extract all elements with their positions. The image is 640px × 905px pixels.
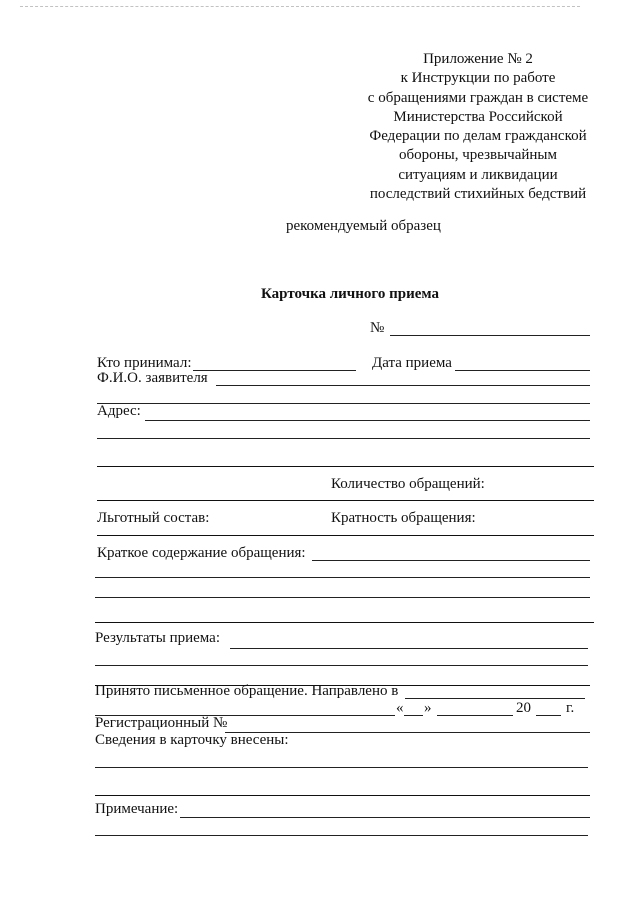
annex-line: обороны, чрезвычайным	[398, 147, 558, 164]
results-label: Результаты приема:	[95, 630, 221, 646]
summary-section-divider	[95, 622, 594, 623]
address-section-divider	[97, 466, 594, 467]
written-accepted-label: Принято письменное обращение. Направлено в	[95, 683, 399, 699]
date-close-quote: »	[424, 700, 432, 716]
received-by-field-line[interactable]	[193, 370, 356, 371]
card-entered-field-line[interactable]	[95, 767, 588, 768]
card-entered-section-divider	[95, 795, 590, 796]
results-field-line[interactable]	[230, 648, 588, 649]
number-sign: №	[370, 320, 385, 336]
note-extra-line[interactable]	[95, 835, 588, 836]
form-title: Карточка личного приема	[261, 286, 439, 302]
reception-date-label: Дата приема	[372, 355, 452, 371]
date-open-quote: «	[396, 700, 404, 716]
address-extra-line[interactable]	[97, 438, 590, 439]
benefit-category-label: Льготный состав:	[97, 510, 210, 526]
summary-field-line[interactable]	[312, 560, 590, 561]
annex-header	[358, 50, 598, 204]
applicant-name-extra-line[interactable]	[97, 403, 590, 404]
year-field-line[interactable]	[536, 715, 561, 716]
annex-line: Федерации по делам гражданской	[369, 128, 587, 145]
day-field-line[interactable]	[404, 715, 423, 716]
benefit-section-divider	[97, 535, 594, 536]
year-suffix: г.	[566, 700, 575, 716]
annex-line: последствий стихийных бедствий	[369, 186, 587, 203]
annex-line: Министерства Российской	[393, 108, 563, 125]
received-by-label: Кто принимал:	[97, 355, 192, 371]
year-prefix: 20	[516, 700, 531, 716]
address-field-line[interactable]	[145, 420, 590, 421]
applicant-name-field-line[interactable]	[216, 385, 590, 386]
reception-date-field-line[interactable]	[455, 370, 590, 371]
appeals-count-divider	[97, 500, 594, 501]
summary-extra-line[interactable]	[95, 577, 590, 578]
annex-line: с обращениями граждан в системе	[367, 89, 589, 106]
month-field-line[interactable]	[437, 715, 513, 716]
address-label: Адрес:	[97, 403, 141, 419]
applicant-name-label: Ф.И.О. заявителя	[97, 370, 208, 386]
note-label: Примечание:	[95, 801, 179, 817]
sample-label: рекомендуемый образец	[286, 218, 441, 234]
number-field-line[interactable]	[390, 335, 590, 336]
card-entered-label: Сведения в карточку внесены:	[95, 732, 289, 748]
appeal-multiplicity-label: Кратность обращения:	[331, 510, 476, 526]
appeals-count-label: Количество обращений:	[331, 476, 485, 492]
results-extra-line[interactable]	[95, 665, 588, 666]
summary-extra-line[interactable]	[95, 597, 590, 598]
summary-label: Краткое содержание обращения:	[97, 545, 306, 561]
registration-number-label: Регистрационный №	[95, 715, 228, 731]
annex-line: ситуациям и ликвидации	[398, 166, 558, 183]
scan-artifact-line	[20, 6, 580, 8]
annex-line: Приложение № 2	[423, 51, 533, 67]
note-field-line[interactable]	[180, 817, 590, 818]
directed-to-field-line[interactable]	[405, 698, 585, 699]
annex-line: к Инструкции по работе	[400, 70, 556, 87]
